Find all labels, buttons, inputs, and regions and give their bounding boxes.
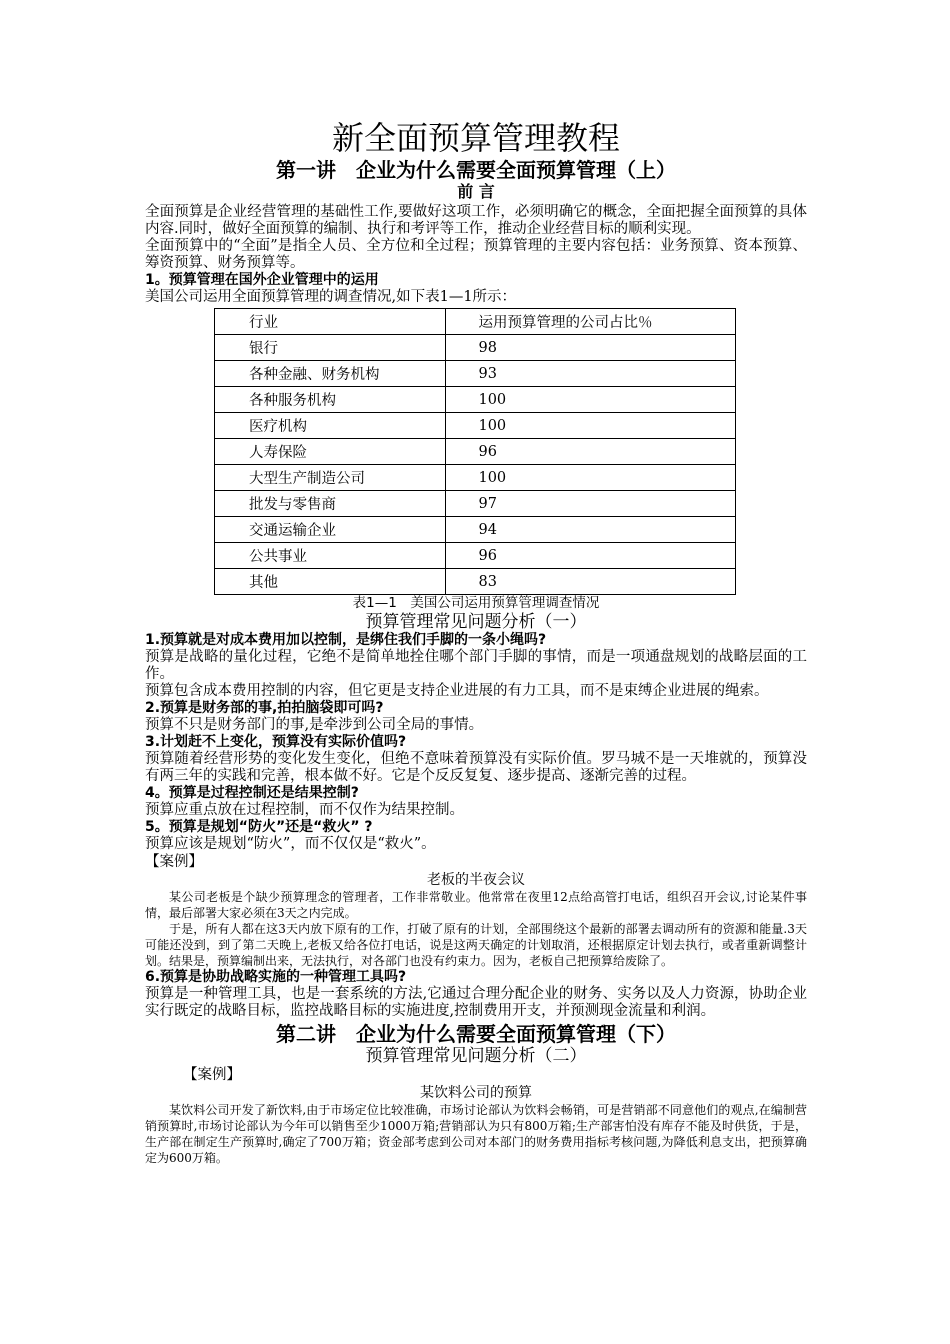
table-row	[215, 569, 736, 595]
table-cell: 批发与零售商	[215, 491, 446, 517]
table-cell: 96	[446, 543, 736, 569]
survey-table	[214, 308, 736, 595]
foreword-heading: 前 言	[457, 182, 495, 201]
document-title: 新全面预算管理教程	[331, 119, 620, 157]
faq-1-title: 预算管理常见问题分析（一）	[365, 612, 587, 632]
question-6: 6.预算是协助战略实施的一种管理工具吗?	[145, 969, 407, 985]
question-1: 1.预算就是对成本费用加以控制，是绑住我们手脚的一条小绳吗?	[145, 632, 547, 648]
question-2: 2.预算是财务部的事,拍拍脑袋即可吗?	[145, 700, 384, 716]
table-cell: 83	[446, 569, 736, 595]
answer-5: 预算应该是规划“防火”，而不仅仅是“救火”。	[145, 836, 436, 852]
case-label-2: 【案例】	[183, 1067, 241, 1083]
table-row	[215, 491, 736, 517]
table-cell: 98	[446, 335, 736, 361]
document-page	[145, 118, 807, 1166]
question-4: 4。预算是过程控制还是结果控制?	[145, 785, 359, 801]
case-2-paragraph-1: 某饮料公司开发了新饮料,由于市场定位比较准确，市场讨论部认为饮料会畅销，可是营销部不同意他们的观点,在编制营销预算时,市场讨论部认为今年可以销售至少1000万箱;营销部认为只有800万箱;生产部害怕没有库存不能及时供货，于是，生产部在制定生产预算时,确定了700万箱；资金部考虑到公司对本部门的财务费用指标考核问题,为降低利息支出，把预算确定为600万箱。	[145, 1103, 807, 1165]
case-2-title: 某饮料公司的预算	[420, 1085, 532, 1101]
question-5: 5。预算是规划“防火”还是“救火” ?	[145, 819, 373, 835]
table-row	[215, 465, 736, 491]
table-header-percent: 运用预算管理的公司占比％	[446, 309, 736, 335]
table-cell: 100	[446, 465, 736, 491]
lecture-1-heading: 第一讲 企业为什么需要全面预算管理（上）	[276, 158, 676, 182]
table-row	[215, 413, 736, 439]
section-1-text: 美国公司运用全面预算管理的调查情况,如下表1—1所示：	[145, 289, 517, 305]
faq-2-title: 预算管理常见问题分析（二）	[365, 1046, 587, 1066]
answer-6: 预算是一种管理工具，也是一套系统的方法,它通过合理分配企业的财务、实务以及人力资源，协助企业实行既定的战略目标，监控战略目标的实施进度,控制费用开支，并预测现金流量和利润。	[145, 986, 807, 1019]
answer-3: 预算随着经营形势的变化发生变化，但绝不意味着预算没有实际价值。罗马城不是一天堆就的，预算没有两三年的实践和完善，根本做不好。它是个反反复复、逐步提高、逐渐完善的过程。	[145, 751, 807, 784]
answer-4: 预算应重点放在过程控制，而不仅作为结果控制。	[145, 802, 464, 818]
answer-1-paragraph-1: 预算是战略的量化过程，它绝不是简单地拴住哪个部门手脚的事情，而是一项通盘规划的战略层面的工作。	[145, 649, 807, 682]
table-cell: 人寿保险	[215, 439, 446, 465]
answer-2: 预算不只是财务部门的事,是牵涉到公司全局的事情。	[145, 717, 484, 733]
case-1-title: 老板的半夜会议	[427, 872, 525, 888]
case-label: 【案例】	[145, 854, 203, 870]
table-cell: 其他	[215, 569, 446, 595]
table-header-row	[215, 309, 736, 335]
table-cell: 银行	[215, 335, 446, 361]
case-1-paragraph-2: 于是，所有人都在这3天内放下原有的工作，打破了原有的计划，全部围绕这个最新的部署去调动所有的资源和能量.3天可能还没到，到了第二天晚上,老板又给各位打电话，说是这两天确定的计划取消，还根据原定计划去执行，或者重新调整计划。结果是，预算编制出来，无法执行，对各部门也没有约束力。因为，老板自己把预算给废除了。	[145, 922, 807, 968]
table-cell: 医疗机构	[215, 413, 446, 439]
intro-paragraph-1: 全面预算是企业经营管理的基础性工作,要做好这项工作，必须明确它的概念，全面把握全面预算的具体内容.同时，做好全面预算的编制、执行和考评等工作，推动企业经营目标的顺利实现。	[145, 204, 807, 237]
table-cell: 100	[446, 387, 736, 413]
table-cell: 公共事业	[215, 543, 446, 569]
table-row	[215, 517, 736, 543]
table-cell: 大型生产制造公司	[215, 465, 446, 491]
table-row	[215, 335, 736, 361]
question-3: 3.计划赶不上变化，预算没有实际价值吗?	[145, 734, 407, 750]
answer-1-paragraph-2: 预算包含成本费用控制的内容，但它更是支持企业进展的有力工具，而不是束缚企业进展的绳索。	[145, 683, 769, 699]
table-header-industry: 行业	[215, 309, 446, 335]
intro-paragraph-2: 全面预算中的“全面”是指全人员、全方位和全过程；预算管理的主要内容包括：业务预算、资本预算、筹资预算、财务预算等。	[145, 238, 807, 271]
table-row	[215, 543, 736, 569]
table-row	[215, 439, 736, 465]
table-row	[215, 387, 736, 413]
table-cell: 94	[446, 517, 736, 543]
table-caption: 表1—1 美国公司运用预算管理调查情况	[352, 595, 600, 611]
lecture-2-heading: 第二讲 企业为什么需要全面预算管理（下）	[276, 1022, 676, 1046]
table-cell: 100	[446, 413, 736, 439]
table-cell: 各种金融、财务机构	[215, 361, 446, 387]
table-cell: 96	[446, 439, 736, 465]
table-cell: 93	[446, 361, 736, 387]
case-1-paragraph-1: 某公司老板是个缺少预算理念的管理者，工作非常敬业。他常常在夜里12点给高管打电话，组织召开会议,讨论某件事情，最后部署大家必须在3天之内完成。	[145, 890, 807, 920]
section-1-heading: 1。预算管理在国外企业管理中的运用	[145, 272, 379, 288]
table-cell: 交通运输企业	[215, 517, 446, 543]
table-row	[215, 361, 736, 387]
table-cell: 各种服务机构	[215, 387, 446, 413]
table-cell: 97	[446, 491, 736, 517]
